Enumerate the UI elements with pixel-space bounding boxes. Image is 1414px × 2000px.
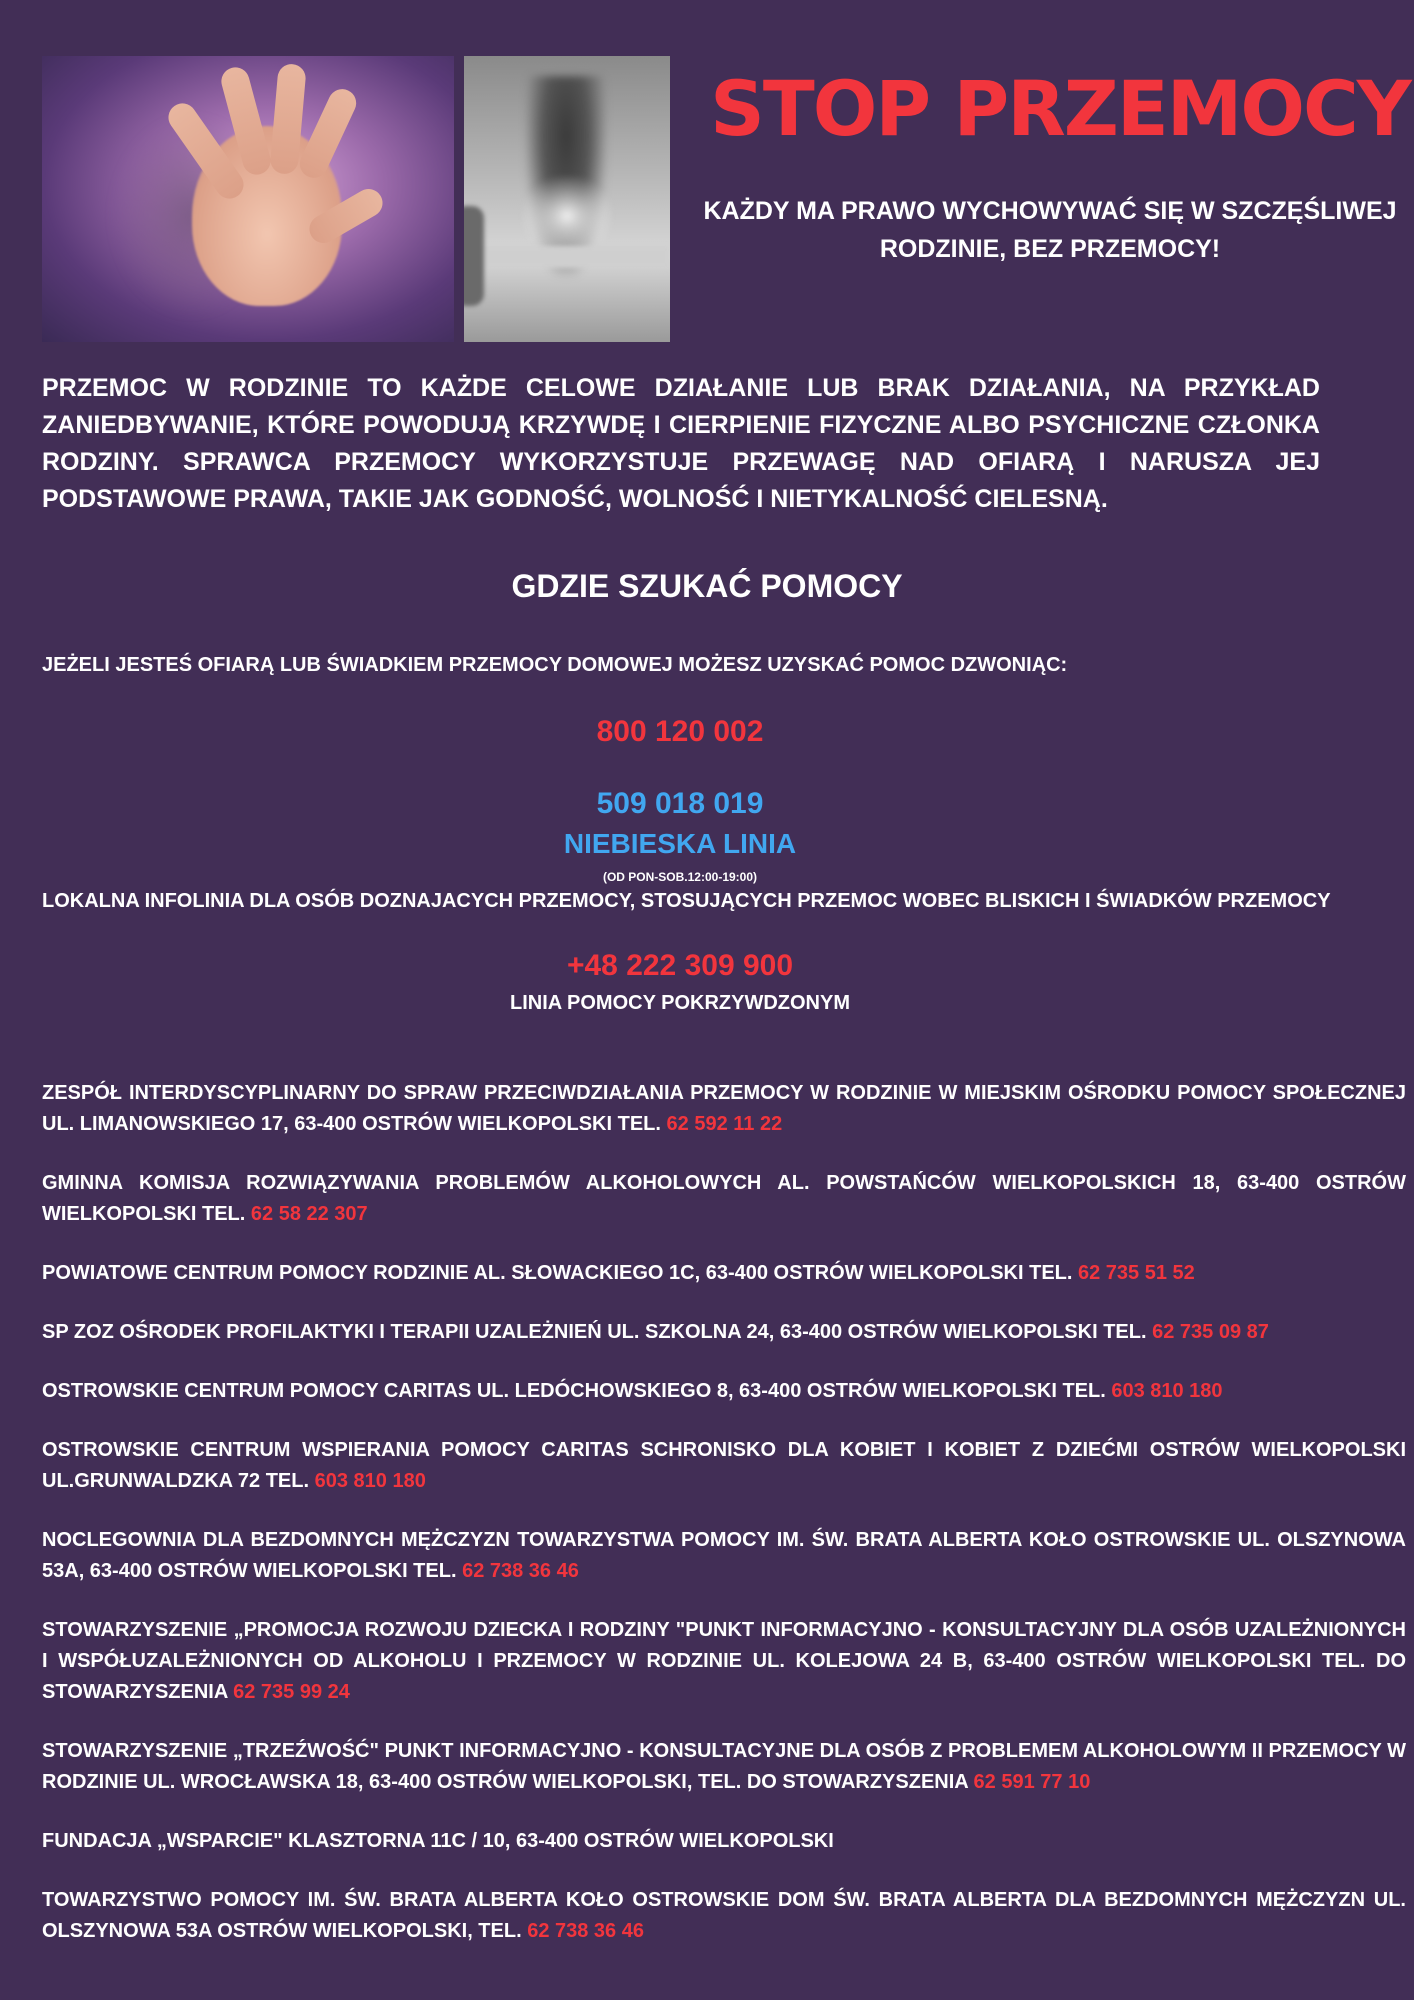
entry-text: GMINNA KOMISJA ROZWIĄZYWANIA PROBLEMÓW ALKOHOLOWYCH AL. POWSTAŃCÓW WIELKOPOLSKICH 18, 63-400 OSTRÓW WIELKOPOLSKI TEL. xyxy=(42,1172,1406,1225)
intro-paragraph: PRZEMOC W RODZINIE TO KAŻDE CELOWE DZIAŁANIE LUB BRAK DZIAŁANIA, NA PRZYKŁAD ZANIEDBYWANIE, KTÓRE POWODUJĄ KRZYWDĘ I CIERPIENIE FIZYCZNE ALBO PSYCHICZNE CZŁONKA RODZINY. SPRAWCA PRZEMOCY WYKORZYSTUJE PRZEWAGĘ NAD OFIARĄ I NARUSZA JEJ PODSTAWOWE PRAWA, TAKIE JAK GODNOŚĆ, WOLNOŚĆ I NIETYKALNOŚĆ CIELESNĄ. xyxy=(42,374,1320,513)
entry-phone: 62 735 99 24 xyxy=(233,1681,350,1703)
subtitle-line: KAŻDY MA PRAWO WYCHOWYWAĆ SIĘ W SZCZĘŚLIWEJ xyxy=(703,197,1397,225)
entry-text: TOWARZYSTWO POMOCY IM. ŚW. BRATA ALBERTA KOŁO OSTROWSKIE DOM ŚW. BRATA ALBERTA DLA BEZDOMNYCH MĘŻCZYZN UL. OLSZYNOWA 53A OSTRÓW WIELKOPOLSKI, TEL. xyxy=(42,1889,1406,1942)
list-item xyxy=(42,1826,1406,1857)
list-item xyxy=(42,1317,1406,1348)
list-item xyxy=(42,1885,1406,1947)
list-item xyxy=(42,1525,1406,1587)
list-item xyxy=(42,1168,1406,1230)
subtitle xyxy=(690,192,1410,268)
entry-phone: 62 738 36 46 xyxy=(527,1920,644,1942)
entry-phone: 62 58 22 307 xyxy=(250,1203,368,1225)
sad-girl-photo xyxy=(464,56,670,342)
entry-phone: 603 810 180 xyxy=(1111,1380,1223,1402)
list-item xyxy=(42,1078,1406,1140)
girl-dress xyxy=(522,176,612,256)
section-title: GDZIE SZUKAĆ POMOCY xyxy=(511,568,903,604)
phone-number-1: 800 120 002 xyxy=(596,715,764,748)
entry-text: STOWARZYSZENIE „TRZEŹWOŚĆ" PUNKT INFORMACYJNO - KONSULTACYJNE DLA OSÓB Z PROBLEMEM ALKOHOLOWYM II PRZEMOCY W RODZINIE UL. WROCŁAWSKA 18, 63-400 OSTRÓW WIELKOPOLSKI, TEL. DO STOWARZYSZENIA xyxy=(42,1740,1406,1793)
list-item xyxy=(42,1376,1406,1407)
phone-number-2: 509 018 019 xyxy=(596,787,764,820)
entry-phone: 603 810 180 xyxy=(314,1470,426,1492)
list-item xyxy=(42,1258,1406,1289)
entry-phone: 62 735 51 52 xyxy=(1078,1262,1195,1284)
entry-text: FUNDACJA „WSPARCIE" KLASZTORNA 11C / 10, 63-400 OSTRÓW WIELKOPOLSKI xyxy=(42,1830,834,1852)
list-item xyxy=(42,1736,1406,1798)
call-instruction: JEŻELI JESTEŚ OFIARĄ LUB ŚWIADKIEM PRZEMOCY DOMOWEJ MOŻESZ UZYSKAĆ POMOC DZWONIĄC: xyxy=(42,654,1068,676)
entry-phone: 62 735 09 87 xyxy=(1152,1321,1269,1343)
entry-text: OSTROWSKIE CENTRUM WSPIERANIA POMOCY CARITAS SCHRONISKO DLA KOBIET I KOBIET Z DZIEĆMI OSTRÓW WIELKOPOLSKI UL.GRUNWALDZKA 72 TEL. xyxy=(42,1439,1406,1492)
list-item xyxy=(42,1435,1406,1497)
entry-text: ZESPÓŁ INTERDYSCYPLINARNY DO SPRAW PRZECIWDZIAŁANIA PRZEMOCY W RODZINIE W MIEJSKIM OŚRODKU POMOCY SPOŁECZNEJ UL. LIMANOWSKIEGO 17, 63-400 OSTRÓW WIELKOPOLSKI TEL. xyxy=(42,1082,1406,1135)
hotline-description: LOKALNA INFOLINIA DLA OSÓB DOZNAJACYCH PRZEMOCY, STOSUJĄCYCH PRZEMOC WOBEC BLISKICH I ŚWIADKÓW PRZEMOCY xyxy=(42,890,1331,912)
niebieska-linia-label: NIEBIESKA LINIA xyxy=(563,828,797,859)
entry-text: SP ZOZ OŚRODEK PROFILAKTYKI I TERAPII UZALEŻNIEŃ UL. SZKOLNA 24, 63-400 OSTRÓW WIELKOPOLSKI TEL. xyxy=(42,1321,1153,1343)
entry-text: OSTROWSKIE CENTRUM POMOCY CARITAS UL. LEDÓCHOWSKIEGO 8, 63-400 OSTRÓW WIELKOPOLSKI TEL. xyxy=(42,1380,1112,1402)
page-title: STOP PRZEMOCY xyxy=(710,64,1410,153)
entry-phone: 62 591 77 10 xyxy=(973,1771,1091,1793)
phone-number-3: +48 222 309 900 xyxy=(566,949,794,982)
entry-phone: 62 738 36 46 xyxy=(462,1560,579,1582)
bench xyxy=(464,246,670,268)
raised-hand-photo xyxy=(42,56,454,342)
hours-note: (OD PON-SOB.12:00-19:00) xyxy=(602,870,758,884)
entry-text: POWIATOWE CENTRUM POMOCY RODZINIE AL. SŁOWACKIEGO 1C, 63-400 OSTRÓW WIELKOPOLSKI TEL. xyxy=(42,1262,1078,1284)
institutions-list xyxy=(42,1078,1406,1975)
list-item xyxy=(42,1615,1406,1708)
entry-phone: 62 592 11 22 xyxy=(666,1113,783,1135)
victim-helpline-label: LINIA POMOCY POKRZYWDZONYM xyxy=(510,992,850,1014)
entry-text: NOCLEGOWNIA DLA BEZDOMNYCH MĘŻCZYZN TOWARZYSTWA POMOCY IM. ŚW. BRATA ALBERTA KOŁO OSTROWSKIE UL. OLSZYNOWA 53A, 63-400 OSTRÓW WIELKOPOLSKI TEL. xyxy=(42,1529,1406,1582)
subtitle-line: RODZINIE, BEZ PRZEMOCY! xyxy=(879,235,1221,263)
entry-text: STOWARZYSZENIE „PROMOCJA ROZWOJU DZIECKA I RODZINY "PUNKT INFORMACYJNO - KONSULTACYJNY DLA OSÓB UZALEŻNIONYCH I WSPÓŁUZALEŻNIONYCH OD ALKOHOLU I PRZEMOCY W RODZINIE UL. KOLEJOWA 24 B, 63-400 OSTRÓW WIELKOPOLSKI TEL. DO STOWARZYSZENIA xyxy=(42,1619,1406,1703)
adult-hand xyxy=(464,206,484,306)
